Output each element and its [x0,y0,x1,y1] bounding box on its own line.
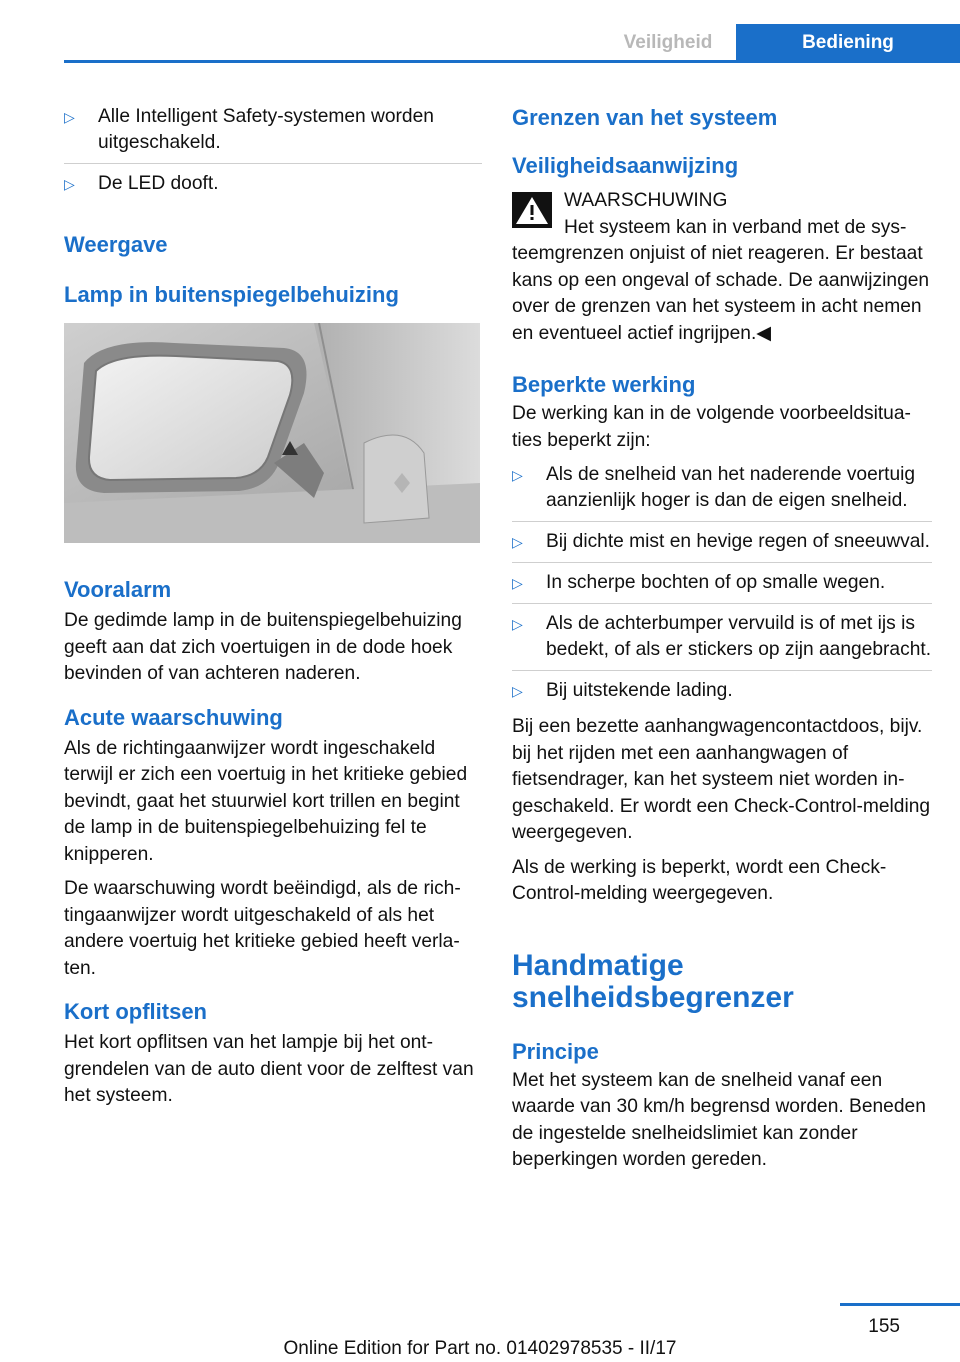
mirror-lamp-illustration [64,323,480,543]
list-item [512,678,932,704]
heading-weergave: Weergave [64,232,168,257]
heading-grenzen: Grenzen van het systeem [512,105,778,130]
header-rule [64,60,960,63]
paragraph-principe: Met het systeem kan de snelheid vanaf een waarde van 30 km/h begrensd worden. Beneden de ingestelde snelheidslimiet kan zonder beperkingen worden gereden. [512,1069,926,1170]
right-column [512,100,932,1174]
warning-text-content: Het systeem kan in verband met de systeemgrenzen onjuist of niet reageren. Er bestaat kans op een ongeval of schade. De aanwijzingen over de grenzen van het systeem in acht nemen en eventueel actief ingrijpen.◀ [512,216,930,344]
list-item-text: In scherpe bochten of op smalle wegen. [546,572,886,593]
heading-veiligheid: Veiligheidsaanwijzing [512,153,739,178]
triangle-bullet-icon: ▷ [512,616,523,632]
heading-principe: Principe [512,1038,599,1064]
list-item-text: Bij dichte mist en hevige regen of sneeuwval. [546,531,930,552]
divider [512,521,932,522]
triangle-bullet-icon: ▷ [64,109,75,125]
list-item [64,104,482,156]
triangle-bullet-icon: ▷ [512,467,523,483]
warning-icon [512,192,552,228]
tab-veiligheid[interactable]: Veiligheid [623,32,713,53]
footer-edition: Online Edition for Part no. 01402978535 - II/17 [283,1338,677,1359]
divider [512,562,932,563]
paragraph-kort: Het kort opflitsen van het lampje bij het ontgrendelen van de auto dient voor de zelftest van het systeem. [64,1032,474,1106]
list-item-text: Als de achterbumper vervuild is of met ijs is bedekt, of als er stickers op zijn aangebracht. [546,613,932,660]
list-item-text: De LED dooft. [98,173,219,194]
list-item-text: Alle Intelligent Safety-systemen worden uitgeschakeld. [98,106,434,153]
heading-beperkte: Beperkte werking [512,372,696,397]
triangle-bullet-icon: ▷ [512,534,523,550]
list-item [512,570,932,596]
paragraph-beperkte: De werking kan in de volgende voorbeeldsituaties beperkt zijn: [512,403,911,451]
warning-box [512,188,932,347]
tab-bediening[interactable]: Bediening [736,24,960,62]
divider [64,163,482,164]
divider [512,603,932,604]
triangle-bullet-icon: ▷ [512,575,523,591]
list-item-text: Als de snelheid van het naderende voertuig aanzienlijk hoger is dan de eigen snelheid. [546,464,916,511]
page-number: 155 [868,1316,900,1337]
list-item [512,611,932,663]
triangle-bullet-icon: ▷ [64,176,75,192]
list-item [512,529,932,555]
heading-kort: Kort opflitsen [64,999,207,1024]
paragraph-acute-1: Als de richtingaanwijzer wordt ingeschakeld terwijl er zich een voertuig in het kritieke gebied bevindt, gaat het stuurwiel kort trillen en begint de lamp in de buitenspiegelbehuizing fel te knipperen. [64,737,468,865]
heading-vooralarm: Vooralarm [64,577,172,602]
limitations-list [512,462,932,704]
list-item [512,462,932,514]
divider [512,670,932,671]
paragraph-vooralarm: De gedimde lamp in de buitenspiegelbehuizing geeft aan dat zich voertuigen in de dode hoek bevinden of van achteren naderen. [64,610,462,684]
footer-rule [840,1303,960,1306]
paragraph-aanhang: Bij een bezette aanhangwagencontactdoos, bijv. bij het rijden met een aanhangwagen of fietsendrager, kan het systeem niet worden ingeschakeld. Er wordt een Check-Control-melding weergegeven. [512,716,931,843]
warning-text [512,215,932,348]
heading-acute: Acute waarschuwing [64,704,283,730]
list-item [64,171,482,197]
list-item-text: Bij uitstekende lading. [546,680,733,701]
heading-handmatige: Handmatige snelheidsbegrenzer [512,948,794,1014]
warning-title: WAARSCHUWING [564,190,728,211]
left-column [64,100,482,1110]
paragraph-acute-2: De waarschuwing wordt beëindigd, als de richtingaanwijzer wordt uitgeschakeld of als het andere voertuig het kritieke gebied heeft verlaten. [64,878,461,979]
triangle-bullet-icon: ▷ [512,683,523,699]
heading-lamp: Lamp in buitenspiegelbehuizing [64,282,399,307]
paragraph-check: Als de werking is beperkt, wordt een Check-Control-melding weergegeven. [512,856,887,904]
